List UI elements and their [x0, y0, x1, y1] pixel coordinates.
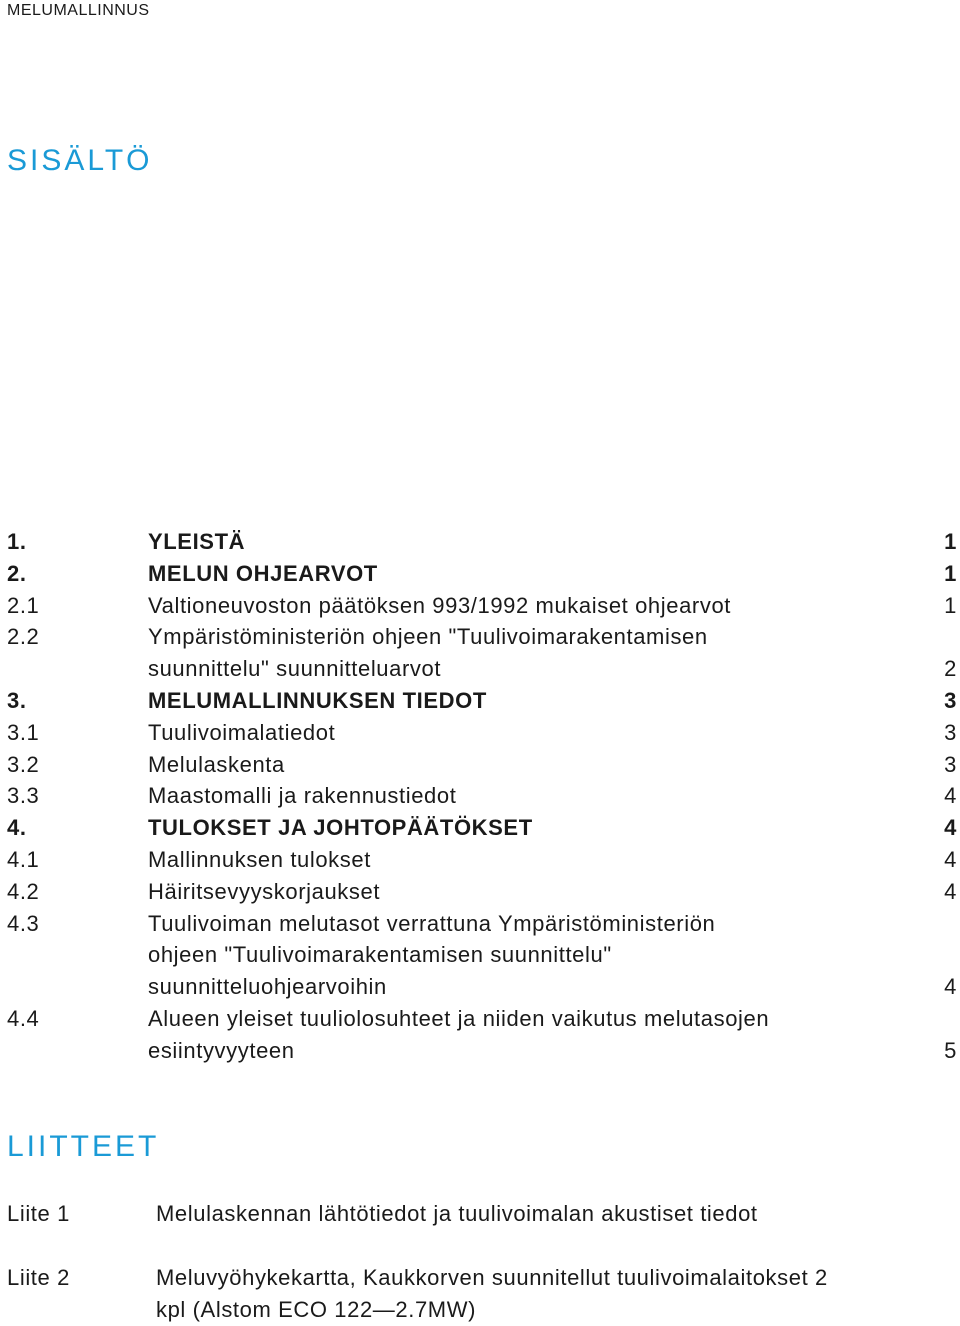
toc-entry-title [148, 621, 959, 685]
toc-entry [7, 876, 959, 908]
toc-entry-page-number: 1 [944, 529, 957, 554]
toc-entry-title [148, 876, 959, 908]
toc-entry-page-number: 3 [944, 687, 957, 713]
toc-entry-number: 1. [7, 529, 27, 554]
toc-entry-number: 4.3 [7, 910, 40, 936]
toc-entry-number: 4.1 [7, 846, 40, 872]
toc-entry-page-number: 4 [944, 974, 957, 1000]
toc-entry-title-line: TULOKSET JA JOHTOPÄÄTÖKSET [148, 815, 533, 841]
toc-entry-page-number: 1 [944, 592, 957, 618]
toc-entry [7, 558, 959, 590]
toc-entry [7, 526, 959, 558]
toc-entry-number: 3.3 [7, 783, 40, 809]
toc-entry-title-line: esiintyvyyteen [148, 1037, 295, 1063]
toc-entry-page-number: 4 [944, 783, 957, 809]
appendix-text [156, 1262, 959, 1326]
toc-entry-number: 2.1 [7, 592, 40, 618]
toc-entry-title-line: Melulaskenta [148, 751, 285, 777]
toc-entry-title [148, 558, 959, 590]
toc-entry-title-line: Ympäristöministeriön ohjeen "Tuulivoimarakentamisen [148, 624, 708, 650]
toc-entry [7, 780, 959, 812]
table-of-contents [7, 526, 959, 1067]
appendix-line: Meluvyöhykekartta, Kaukkorven suunnitellut tuulivoimalaitokset 2 [156, 1265, 828, 1290]
toc-entry-title [148, 1003, 959, 1067]
toc-entry-title [148, 590, 959, 622]
toc-entry-number: 2. [7, 560, 27, 586]
toc-entry-title-line: YLEISTÄ [148, 529, 246, 554]
appendices-title: LIITTEET [7, 1130, 160, 1163]
toc-entry-page-number: 3 [944, 751, 957, 777]
toc-entry-title-line: suunnitteluohjearvoihin [148, 974, 387, 1000]
toc-entry-title-line: Mallinnuksen tulokset [148, 846, 371, 872]
toc-entry-title-line: Häiritsevyyskorjaukset [148, 878, 381, 904]
toc-entry-page-number: 1 [944, 560, 957, 586]
toc-entry-number: 2.2 [7, 624, 40, 650]
toc-entry-title-line: MELUN OHJEARVOT [148, 560, 378, 586]
page-header: MELUMALLINNUS [7, 2, 150, 19]
appendix-label: Liite 2 [7, 1265, 70, 1290]
appendix-1 [7, 1198, 959, 1230]
toc-entry [7, 749, 959, 781]
toc-entry [7, 908, 959, 1003]
toc-entry-title-line: Valtioneuvoston päätöksen 993/1992 mukaiset ohjearvot [148, 592, 731, 618]
toc-entry-title-line: ohjeen "Tuulivoimarakentamisen suunnittelu" [148, 942, 612, 968]
toc-entry [7, 1003, 959, 1067]
appendix-label: Liite 1 [7, 1201, 70, 1226]
toc-entry [7, 717, 959, 749]
toc-entry-number: 3.1 [7, 719, 40, 745]
toc-entry-page-number: 4 [944, 846, 957, 872]
toc-entry-title [148, 526, 959, 558]
appendix-line: kpl (Alstom ECO 122—2.7MW) [156, 1296, 477, 1322]
contents-title: SISÄLTÖ [7, 144, 153, 177]
toc-entry-title-line: Alueen yleiset tuuliolosuhteet ja niiden vaikutus melutasojen [148, 1005, 770, 1031]
toc-entry-title [148, 812, 959, 844]
toc-entry-title [148, 685, 959, 717]
toc-entry-page-number: 4 [944, 878, 957, 904]
toc-entry [7, 812, 959, 844]
toc-entry-title [148, 749, 959, 781]
toc-entry-page-number: 2 [944, 656, 957, 682]
toc-entry-number: 4. [7, 815, 27, 841]
toc-entry-title [148, 908, 959, 1003]
toc-entry-page-number: 3 [944, 719, 957, 745]
toc-entry-title-line: Maastomalli ja rakennustiedot [148, 783, 457, 809]
toc-entry-title-line: Tuulivoimalatiedot [148, 719, 336, 745]
appendix-text [156, 1198, 959, 1230]
toc-entry-number: 4.2 [7, 878, 40, 904]
toc-entry [7, 844, 959, 876]
toc-entry-title [148, 844, 959, 876]
toc-entry [7, 590, 959, 622]
appendix-2 [7, 1262, 959, 1326]
toc-entry-number: 3.2 [7, 751, 40, 777]
toc-entry-title-line: MELUMALLINNUKSEN TIEDOT [148, 687, 487, 713]
toc-entry-number: 3. [7, 687, 27, 713]
toc-entry [7, 685, 959, 717]
toc-entry [7, 621, 959, 685]
toc-entry-page-number: 4 [944, 815, 957, 841]
toc-entry-title [148, 780, 959, 812]
appendix-line: Melulaskennan lähtötiedot ja tuulivoimalan akustiset tiedot [156, 1201, 758, 1226]
toc-entry-title-line: Tuulivoiman melutasot verrattuna Ympäristöministeriön [148, 910, 716, 936]
toc-entry-page-number: 5 [944, 1037, 957, 1063]
toc-entry-title-line: suunnittelu" suunnitteluarvot [148, 656, 442, 682]
toc-entry-number: 4.4 [7, 1005, 40, 1031]
toc-entry-title [148, 717, 959, 749]
